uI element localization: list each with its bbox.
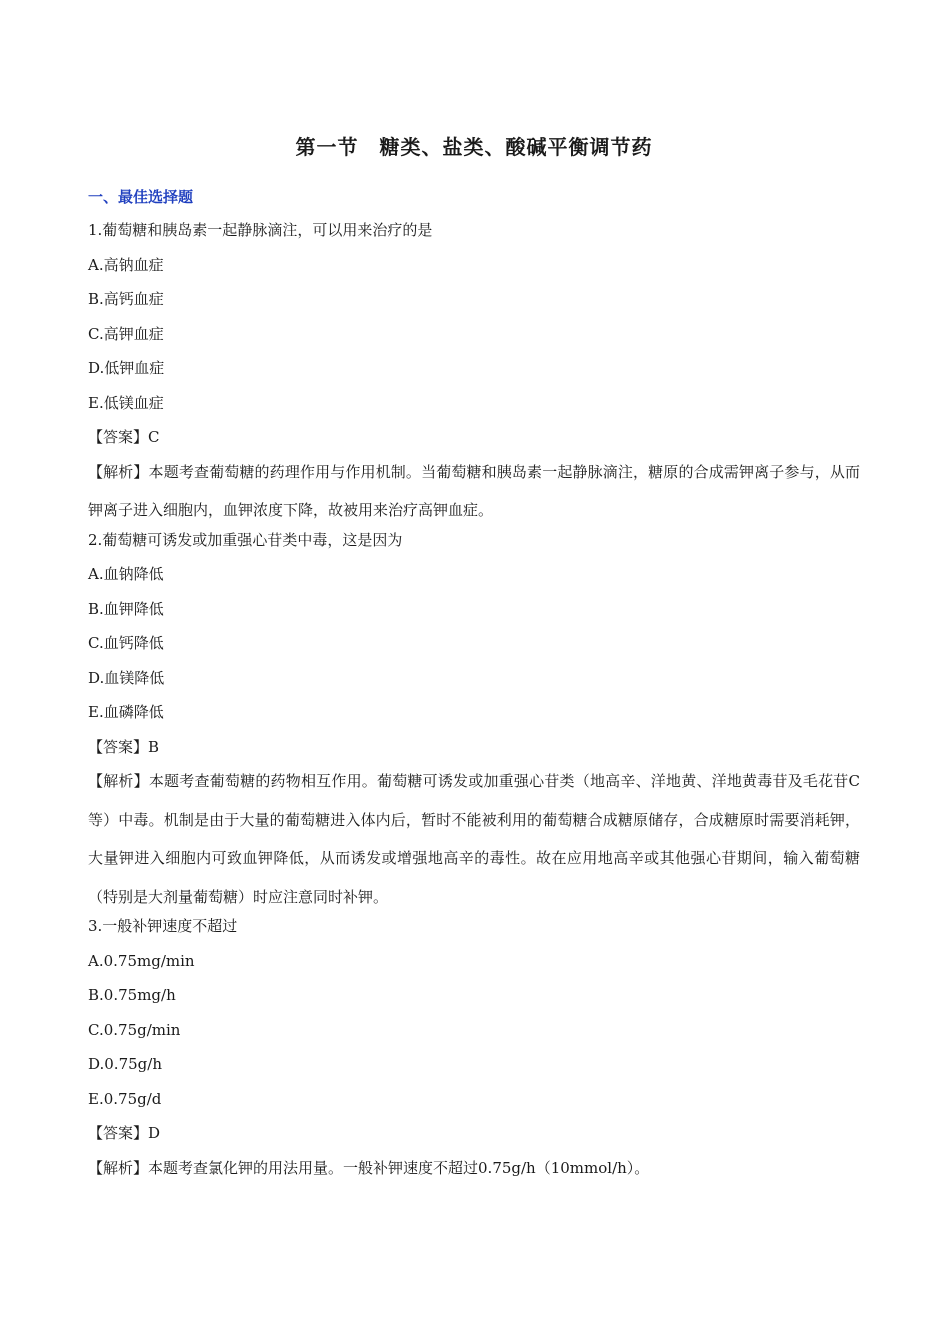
answer: 【答案】B [88,737,160,756]
option-e: E.低镁血症 [88,393,164,412]
answer: 【答案】C [88,428,160,446]
option-b: B.血钾降低 [88,599,164,618]
question-3 [88,914,860,1187]
question-2 [88,528,860,917]
page-title: 第一节 糖类、盐类、酸碱平衡调节药 [295,135,653,159]
analysis: 【解析】本题考查葡萄糖的药理作用与作用机制。当葡萄糖和胰岛素一起静脉滴注，糖原的合成需钾离子参与，从而钾离子进入细胞内，血钾浓度下降，故被用来治疗高钾血症。 [88,462,860,519]
option-b: B.0.75mg/h [88,986,176,1004]
option-a: A.0.75mg/min [88,951,195,970]
option-e: E.0.75g/d [88,1089,162,1108]
question-stem: 2.葡萄糖可诱发或加重强心苷类中毒，这是因为 [88,530,403,549]
option-d: D.0.75g/h [88,1055,162,1073]
answer: 【答案】D [88,1124,161,1142]
option-e: E.血磷降低 [88,703,164,721]
question-stem: 3.一般补钾速度不超过 [88,917,238,935]
analysis: 【解析】本题考查氯化钾的用法用量。一般补钾速度不超过0.75g/h（10mmol/h）。 [88,1158,650,1177]
section-heading: 一、最佳选择题 [88,188,194,206]
document-page [88,132,860,1185]
option-d: D.低钾血症 [88,359,165,377]
option-c: C.高钾血症 [88,324,164,343]
option-c: C.血钙降低 [88,634,164,652]
question-stem: 1.葡萄糖和胰岛素一起静脉滴注，可以用来治疗的是 [88,221,433,239]
option-d: D.血镁降低 [88,668,165,687]
option-c: C.0.75g/min [88,1020,181,1039]
option-a: A.高钠血症 [88,255,164,274]
option-a: A.血钠降低 [88,565,164,583]
question-1 [88,218,860,530]
option-b: B.高钙血症 [88,290,164,308]
analysis: 【解析】本题考查葡萄糖的药物相互作用。葡萄糖可诱发或加重强心苷类（地高辛、洋地黄、洋地黄毒苷及毛花苷C等）中毒。机制是由于大量的葡萄糖进入体内后，暂时不能被利用的葡萄糖合成糖原储存，合成糖原时需要消耗钾，大量钾进入细胞内可致血钾降低，从而诱发或增强地高辛的毒性。故在应用地高辛或其他强心苷期间，输入葡萄糖（特别是大剂量葡萄糖）时应注意同时补钾。 [88,772,860,906]
